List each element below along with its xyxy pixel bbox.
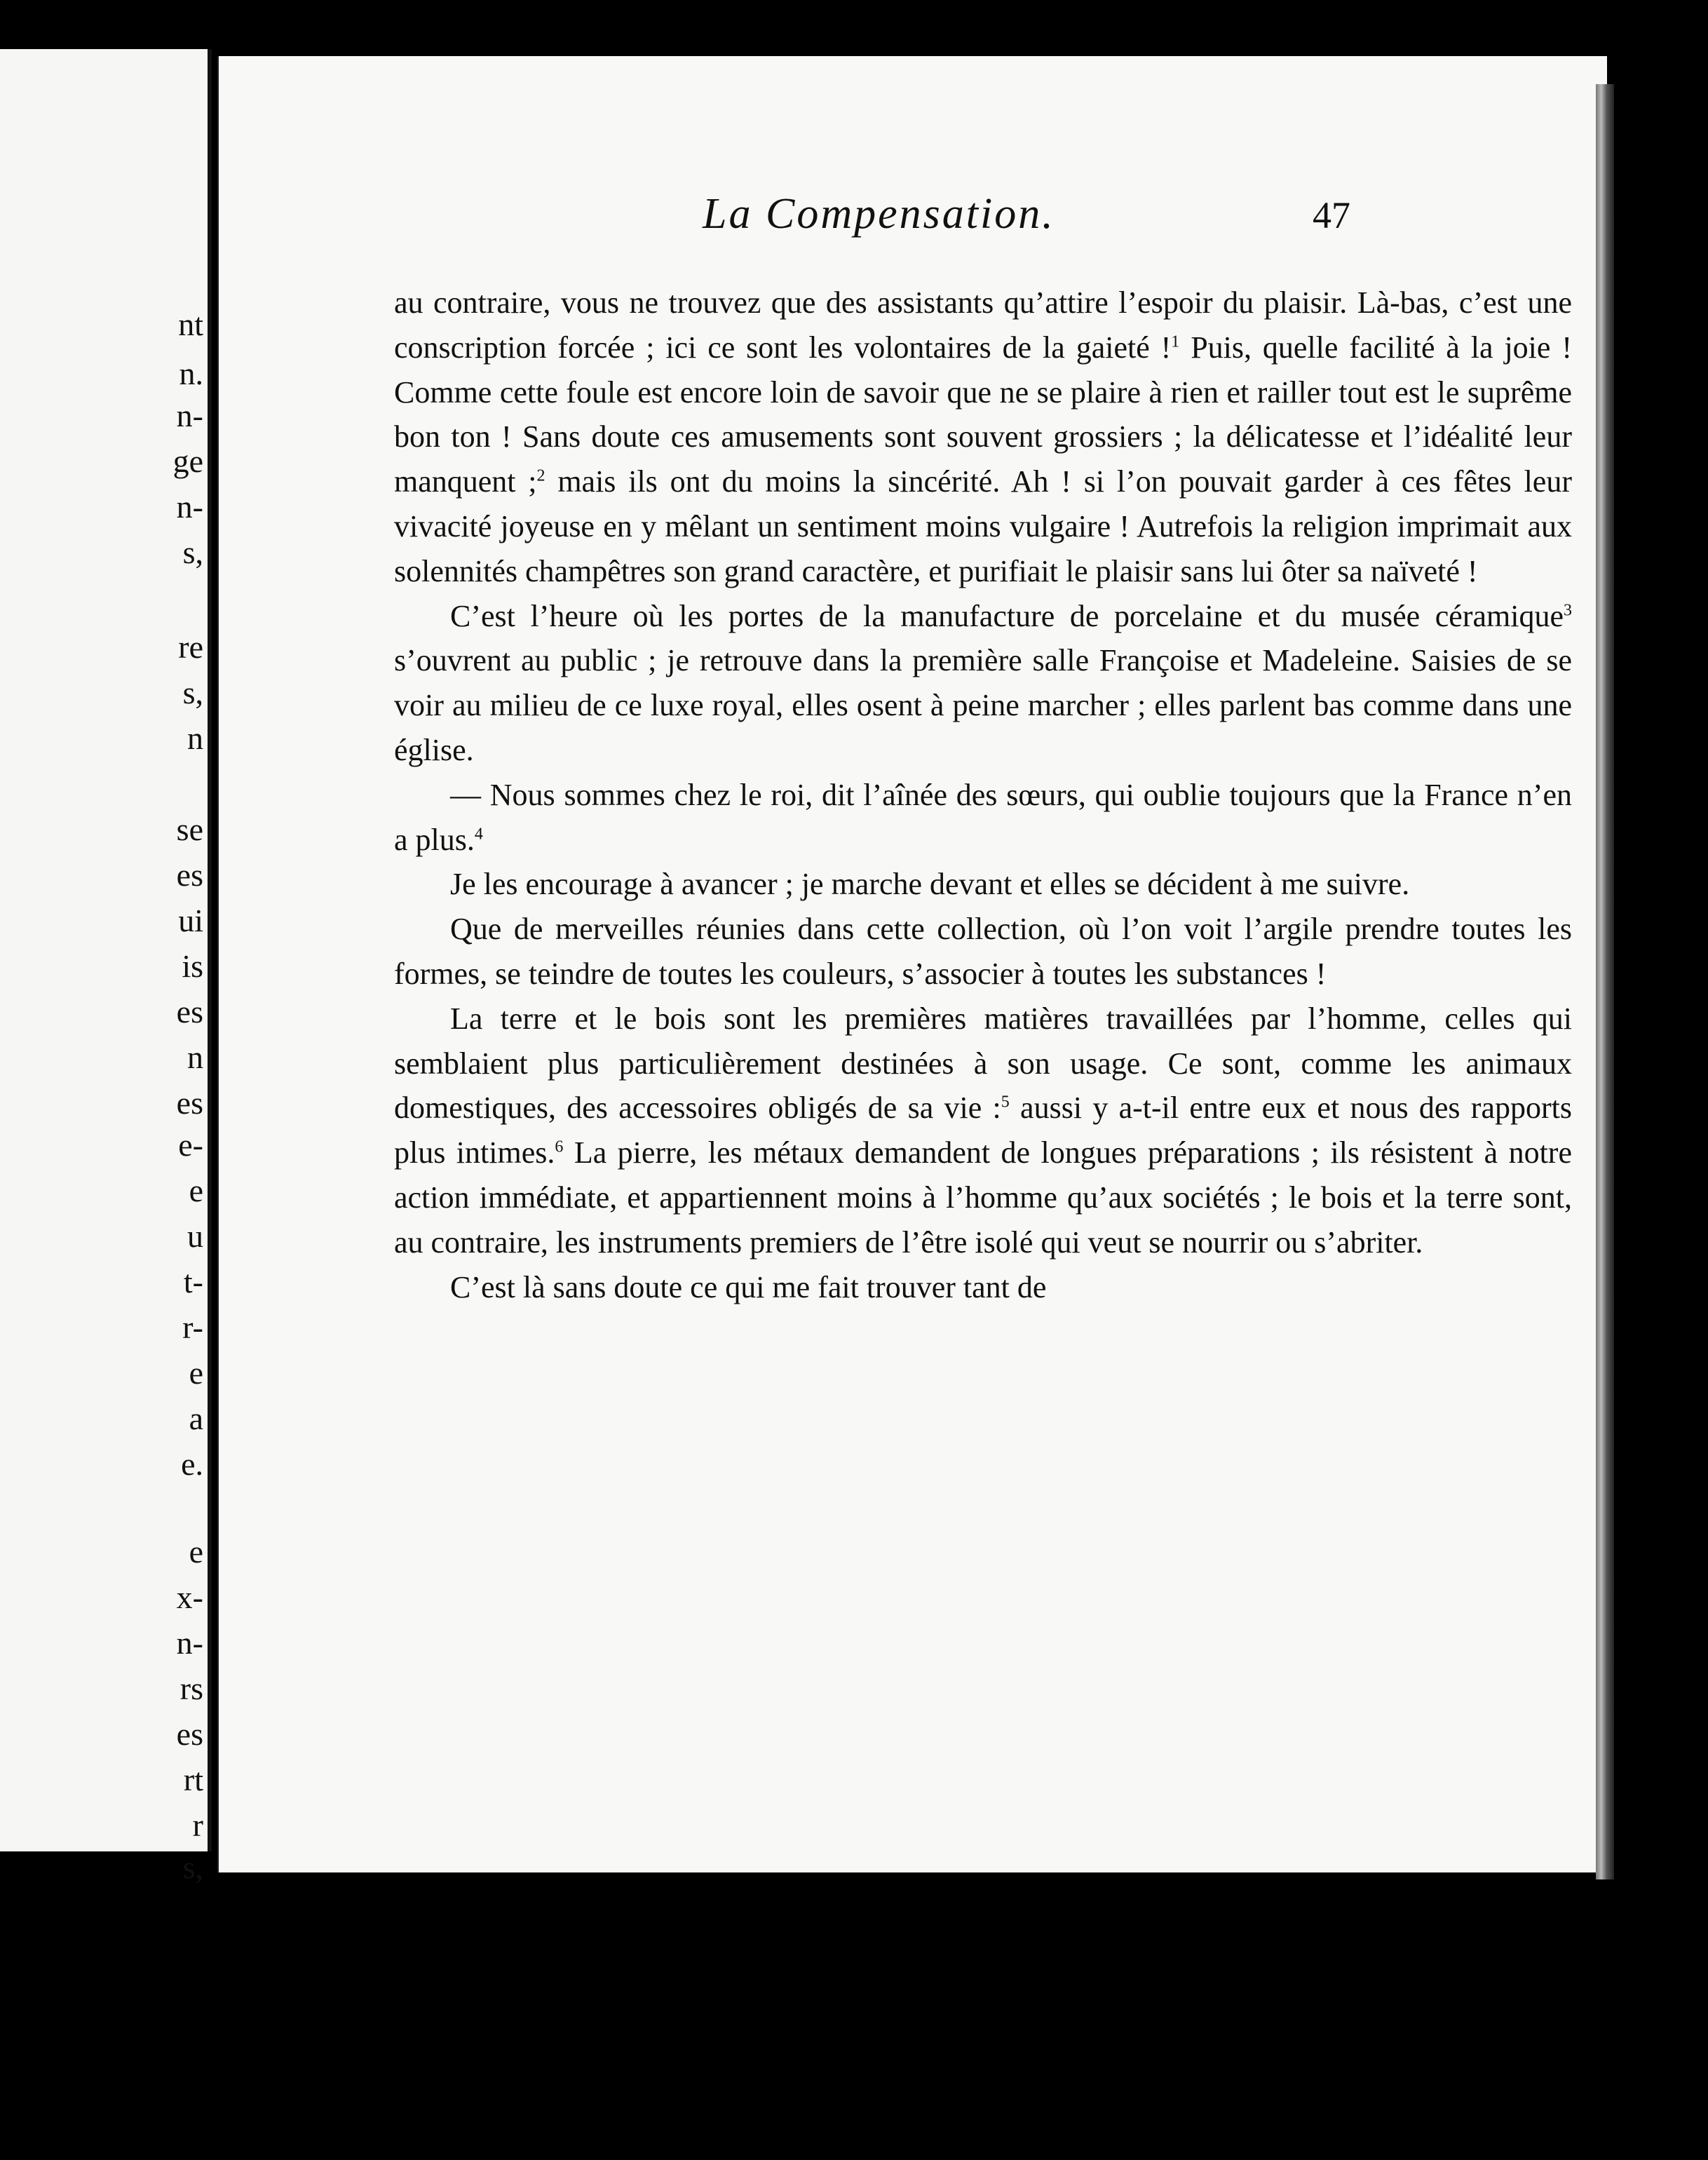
footnote-marker: 4	[474, 824, 483, 843]
left-page-fragment: e	[189, 1173, 203, 1208]
left-page-fragment: n	[187, 720, 203, 756]
left-page-fragment: s,	[182, 534, 203, 570]
right-page	[217, 56, 1607, 1872]
left-page-fragment: ge	[172, 443, 203, 479]
left-page-fragment: rs	[179, 1670, 203, 1706]
footnote-marker: 3	[1564, 600, 1572, 619]
left-page-fragment: t-	[183, 1264, 203, 1300]
left-page-edge	[0, 49, 212, 1885]
left-page-fragment: n-	[176, 398, 203, 433]
paragraph	[394, 997, 1572, 1265]
left-page-fragments	[0, 49, 208, 1885]
footnote-marker: 6	[555, 1138, 564, 1156]
left-page-fragment: s,	[182, 1849, 203, 1885]
left-page-fragment: is	[182, 948, 203, 984]
text-span: Je les encourage à avancer ; je marche devant et elles se décident à me suivre.	[450, 867, 1410, 902]
body-text	[394, 281, 1572, 1309]
footnote-marker: 5	[1001, 1093, 1010, 1112]
left-page-fragment: es	[176, 994, 203, 1030]
left-page-fragment: n	[187, 1039, 203, 1075]
left-page-fragment: re	[178, 629, 203, 665]
left-page-fragment: n-	[176, 489, 203, 525]
left-page-fragment: e.	[181, 1446, 203, 1482]
footnote-marker: 2	[536, 466, 545, 485]
left-page-fragment: n.	[179, 356, 203, 391]
left-page-fragment: n-	[176, 1625, 203, 1661]
left-page-fragment: es	[176, 857, 203, 893]
left-page-fragment: es	[176, 1085, 203, 1121]
text-span: — Nous sommes chez le roi, dit l’aînée des sœurs, qui oublie toujours que la France n’en a plus.	[394, 777, 1572, 857]
text-span: aussi y a-t-il entre eux et nous des rapports plus intimes.	[394, 1091, 1572, 1170]
left-page-fragment: e	[189, 1355, 203, 1391]
left-page-fragment: s,	[182, 675, 203, 710]
text-span: C’est là sans doute ce qui me fait trouver tant de	[450, 1269, 1047, 1304]
left-page-fragment: x-	[176, 1579, 203, 1615]
text-span: C’est l’heure où les portes de la manufacture de porcelaine et du musée céramique	[450, 598, 1564, 633]
text-span: mais ils ont du moins la sincérité. Ah ! si l’on pouvait garder à ces fêtes leur vivacité joyeuse en y mêlant un sentiment moins vulgaire ! Autrefois la religion imprimait aux solennités champêtres son grand caractère, et purifiait le plaisir sans lui ôter sa naïveté !	[394, 464, 1572, 588]
left-page-fragment: u	[187, 1218, 203, 1254]
paragraph	[394, 773, 1572, 863]
running-head: La Compensation.	[703, 190, 1055, 238]
paragraph	[394, 907, 1572, 997]
text-span: La pierre, les métaux demandent de longues préparations ; ils résistent à notre action immédiate, et appartiennent moins à l’homme qu’aux sociétés ; le bois et la terre sont, au contraire, les instruments premiers de l’être isolé qui veut se nourrir ou s’abriter.	[394, 1135, 1572, 1260]
text-span: s’ouvrent au public ; je retrouve dans la première salle Françoise et Madeleine. Saisies de se voir au milieu de ce luxe royal, elles osent à peine marcher ; elles parlent bas comme dans une église.	[394, 643, 1572, 767]
text-span: Que de merveilles réunies dans cette collection, où l’on voit l’argile prendre toutes les formes, se teindre de toutes les couleurs, s’associer à toutes les substances !	[394, 912, 1572, 991]
left-page-fragment: nt	[178, 306, 203, 342]
paragraph	[394, 1265, 1572, 1310]
left-page-fragment: ui	[178, 903, 203, 938]
paragraph	[394, 281, 1572, 594]
left-page-fragment: se	[176, 811, 203, 847]
left-page-fragment: r	[192, 1807, 203, 1843]
paragraph	[394, 862, 1572, 907]
text-span: La terre et le bois sont les premières matières travaillées par l’homme, celles qui semblaient plus particulièrement destinées à son usage. Ce sont, comme les animaux domestiques, des accessoires obligés de sa vie :	[394, 1001, 1572, 1126]
paragraph	[394, 594, 1572, 773]
left-page-fragment: rt	[183, 1762, 203, 1797]
page-number: 47	[1313, 194, 1350, 236]
page-spine	[1596, 84, 1614, 1879]
left-page-fragment: r-	[182, 1309, 203, 1345]
left-page-fragment: es	[176, 1716, 203, 1752]
text-span: Puis, quelle facilité à la joie ! Comme cette foule est encore loin de savoir que ne se plaire à rien et railler tout est le suprême bon ton ! Sans doute ces amusements sont souvent grossiers ; la délicatesse et l’idéalité leur manquent ;	[394, 330, 1572, 499]
left-page-fragment: a	[189, 1400, 203, 1436]
footnote-marker: 1	[1171, 332, 1180, 351]
left-page-fragment: e	[189, 1534, 203, 1570]
text-span: au contraire, vous ne trouvez que des assistants qu’attire l’espoir du plaisir. Là-bas, c’est une conscription forcée ; ici ce sont les volontaires de la gaieté !	[394, 285, 1572, 365]
left-page-fragment: e-	[178, 1127, 203, 1163]
